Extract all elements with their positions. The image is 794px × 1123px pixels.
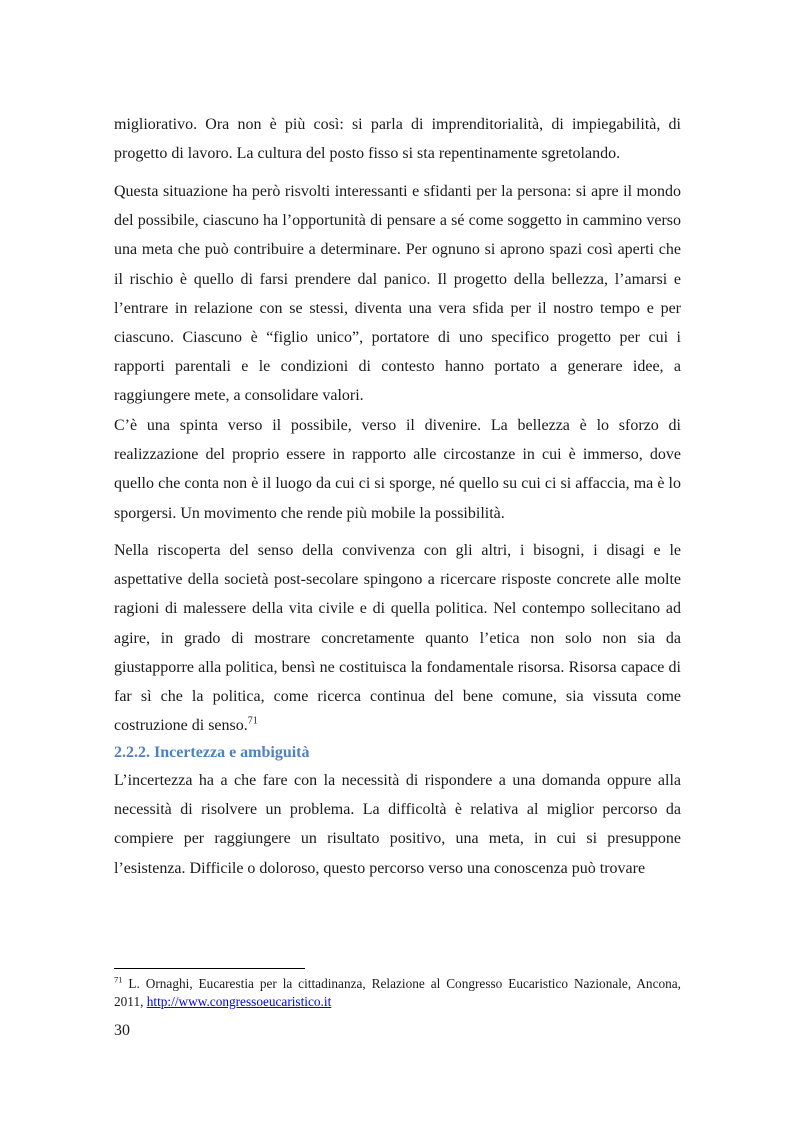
paragraph-text: L’incertezza ha a che fare con la necessità di rispondere a una domanda oppure alla necessità di risolvere un problema. La difficoltà è relativa al miglior percorso da compiere per raggiungere un risultato positivo, una meta, in cui si presuppone l’esistenza. Difficile o doloroso, questo percorso verso una conoscenza può trovare <box>114 772 681 877</box>
footnote-link[interactable]: http://www.congressoeucaristico.it <box>146 994 332 1009</box>
page-number: 30 <box>114 1022 130 1039</box>
body-paragraph <box>114 177 681 411</box>
footnote-divider <box>114 968 305 969</box>
footnote-reference[interactable]: 71 <box>247 715 258 727</box>
paragraph-text: C’è una spinta verso il possibile, verso il divenire. La bellezza è lo sforzo di realizzazione del proprio essere in rapporto alle circostanze in cui è immerso, dove quello che conta non è il luogo da cui ci si sporge, né quello su cui ci si affaccia, ma è lo sporgersi. Un movimento che rende più mobile la possibilità. <box>114 417 681 522</box>
footnote-number: 71 <box>114 974 123 985</box>
paragraph-text: Questa situazione ha però risvolti interessanti e sfidanti per la persona: si apre il mondo del possibile, ciascuno ha l’opportunità di pensare a sé come soggetto in cammino verso una meta che può contribuire a determinare. Per ognuno si aprono spazi così aperti che il rischio è quello di farsi prendere dal panico. Il progetto della bellezza, l’amarsi e l’entrare in relazione con se stessi, diventa una vera sfida per il nostro tempo e per ciascuno. Ciascuno è “figlio unico”, portatore di uno specifico progetto per cui i rapporti parentali e le condizioni di contesto hanno portato a generare idee, a raggiungere mete, a consolidare valori. <box>114 183 681 405</box>
body-paragraph <box>114 110 681 168</box>
footnote <box>114 975 681 1011</box>
paragraph-text: Nella riscoperta del senso della convivenza con gli altri, i bisogni, i disagi e le aspettative della società post-secolare spingono a ricercare risposte concrete alle molte ragioni di malessere della vita civile e di quella politica. Nel contempo sollecitano ad agire, in grado di mostrare concretamente quanto l’etica non solo non sia da giustapporre alla politica, bensì ne costituisca la fondamentale risorsa. Risorsa capace di far sì che la politica, come ricerca continua del bene comune, sia vissuta come costruzione di senso. <box>114 542 681 735</box>
paragraph-text: migliorativo. Ora non è più così: si parla di imprenditorialità, di impiegabilità, di progetto di lavoro. La cultura del posto fisso si sta repentinamente sgretolando. <box>114 116 681 163</box>
footnote-text: L. Ornaghi, Eucarestia per la cittadinanza, Relazione al Congresso Eucaristico Nazionale, Ancona, 2011, <box>114 976 682 1009</box>
body-paragraph <box>114 411 681 528</box>
section-paragraph <box>114 766 681 883</box>
body-paragraph <box>114 536 681 740</box>
section-heading: 2.2.2. Incertezza e ambiguità <box>114 744 310 761</box>
